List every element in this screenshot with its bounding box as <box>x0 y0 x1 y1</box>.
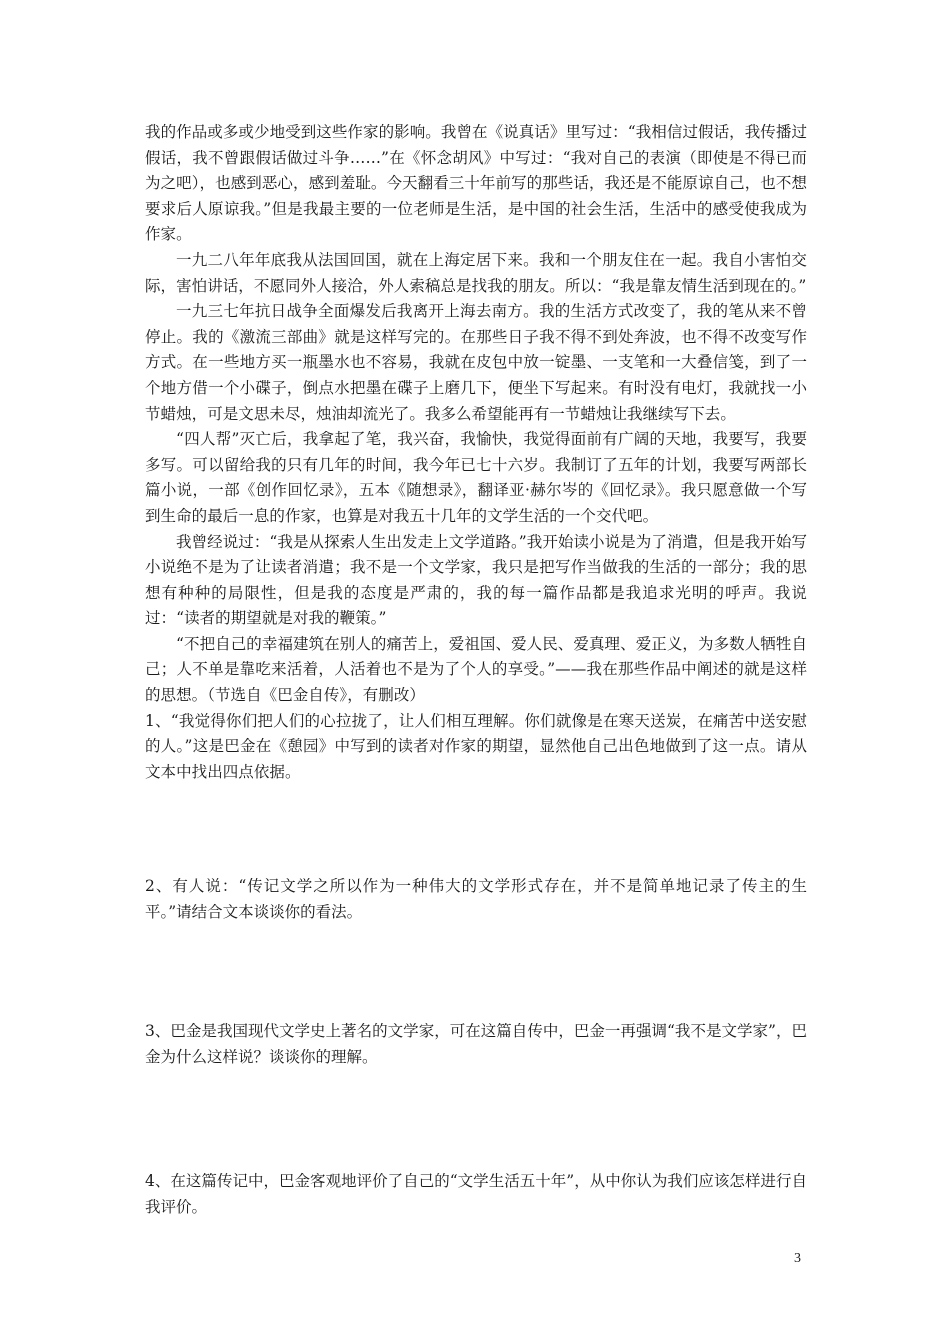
question-3: 3、巴金是我国现代文学史上著名的文学家，可在这篇自传中，巴金一再强调“我不是文学家”，巴金为什么这样说？谈谈你的理解。 <box>145 1022 807 1066</box>
passage <box>145 120 807 785</box>
page-number: 3 <box>794 1251 801 1266</box>
question-2: 2、有人说：“传记文学之所以作为一种伟大的文学形式存在，并不是简单地记录了传主的生平。”请结合文本谈谈你的看法。 <box>145 877 807 921</box>
passage-paragraph-3: 一九三七年抗日战争全面爆发后我离开上海去南方。我的生活方式改变了，我的笔从来不曾停止。我的《激流三部曲》就是这样写完的。在那些日子我不得不到处奔波，也不得不改变写作方式。在一些地方买一瓶墨水也不容易，我就在皮包中放一锭墨、一支笔和一大叠信笺，到了一个地方借一个小碟子，倒点水把墨在碟子上磨几下，便坐下写起来。有时没有电灯，我就找一小节蜡烛，可是文思未尽，烛油却流光了。我多么希望能再有一节蜡烛让我继续写下去。 <box>145 302 807 423</box>
question-4: 4、在这篇传记中，巴金客观地评价了自己的“文学生活五十年”，从中你认为我们应该怎样进行自我评价。 <box>145 1172 807 1216</box>
passage-paragraph-5: 我曾经说过：“我是从探索人生出发走上文学道路。”我开始读小说是为了消遣，但是我开始写小说绝不是为了让读者消遣；我不是一个文学家，我只是把写作当做我的生活的一部分；我的思想有种种的局限性，但是我的态度是严肃的，我的每一篇作品都是我追求光明的呼声。我说过：“读者的期望就是对我的鞭策。” <box>145 532 807 628</box>
passage-paragraph-2: 一九二八年年底我从法国回国，就在上海定居下来。我和一个朋友住在一起。我自小害怕交际，害怕讲话，不愿同外人接洽，外人索稿总是找我的朋友。所以：“我是靠友情生活到现在的。” <box>145 250 807 295</box>
question-1: 1、“我觉得你们把人们的心拉拢了，让人们相互理解。你们就像是在寒天送炭，在痛苦中送安慰的人。”这是巴金在《憩园》中写到的读者对作家的期望，显然他自己出色地做到了这一点。请从文本中找出四点依据。 <box>145 711 807 781</box>
passage-paragraph-6: “不把自己的幸福建筑在别人的痛苦上，爱祖国、爱人民、爱真理、爱正义，为多数人牺牲自己；人不单是靠吃来活着，人活着也不是为了个人的享受。”——我在那些作品中阐述的就是这样的思想。（节选自《巴金自传》，有删改） <box>145 634 807 705</box>
passage-paragraph-1: 我的作品或多或少地受到这些作家的影响。我曾在《说真话》里写过：“我相信过假话，我传播过假话，我不曾跟假话做过斗争……”在《怀念胡风》中写过：“我对自己的表演（即使是不得已而为之吧），也感到恶心，感到羞耻。今天翻看三十年前写的那些话，我还是不能原谅自己，也不想要求后人原谅我。”但是我最主要的一位老师是生活，是中国的社会生活，生活中的感受使我成为作家。 <box>145 123 807 244</box>
passage-paragraph-4: “四人帮”灭亡后，我拿起了笔，我兴奋，我愉快，我觉得面前有广阔的天地，我要写，我要多写。可以留给我的只有几年的时间，我今年已七十六岁。我制订了五年的计划，我要写两部长篇小说，一部《创作回忆录》，五本《随想录》，翻译亚·赫尔岑的《回忆录》。我只愿意做一个写到生命的最后一息的作家，也算是对我五十几年的文学生活的一个交代吧。 <box>145 430 807 525</box>
